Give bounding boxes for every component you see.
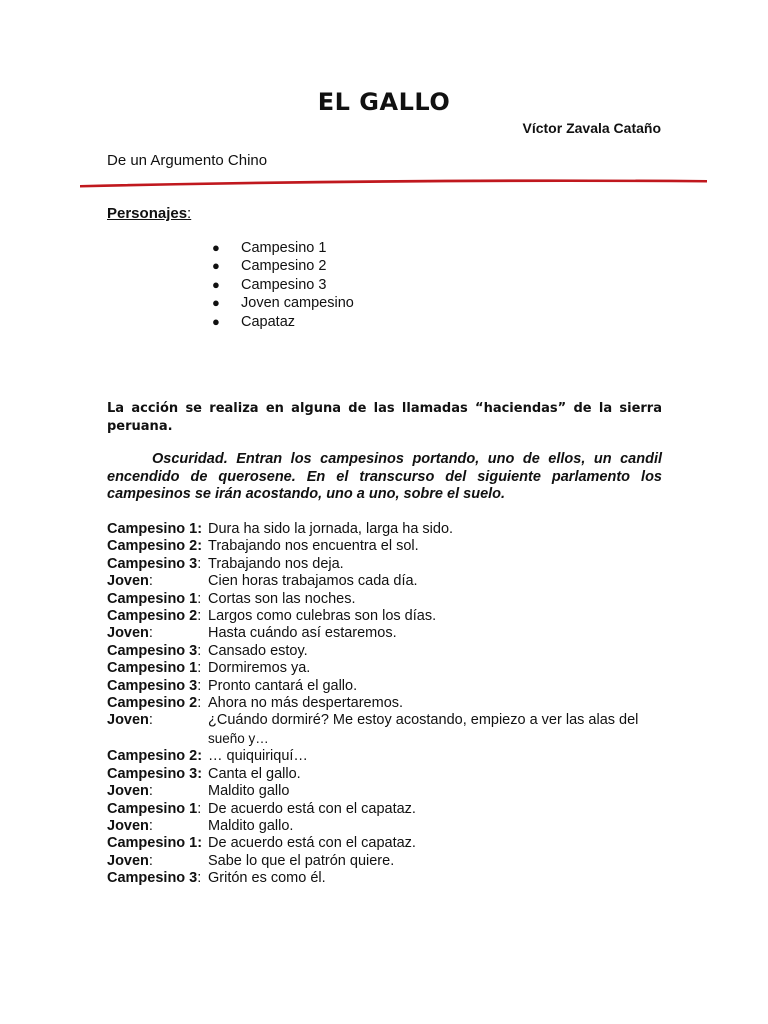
speaker-name xyxy=(107,835,202,852)
speaker-label: Campesino 3 xyxy=(107,555,198,572)
speaker-name xyxy=(107,695,201,712)
speaker-name xyxy=(107,591,201,608)
speech-text: Sabe lo que el patrón quiere. xyxy=(208,852,395,869)
list-item xyxy=(212,276,354,294)
speaker-name xyxy=(107,870,201,887)
speaker-colon: : xyxy=(197,870,202,887)
setting-paragraph: La acción se realiza en alguna de las llamadas “haciendas” de la sierra peruana. xyxy=(107,401,662,434)
character-name: Campesino 2 xyxy=(241,258,327,275)
bullet-icon: ● xyxy=(212,276,220,292)
characters-heading-colon: : xyxy=(187,205,192,222)
dialogue-block xyxy=(107,521,663,888)
speaker-name xyxy=(107,625,153,642)
speech-text: Hasta cuándo así estaremos. xyxy=(208,625,397,642)
speaker-label: Campesino 3 xyxy=(107,642,198,659)
dialogue-line xyxy=(107,521,663,538)
speaker-colon: : xyxy=(197,695,202,712)
speech-text: Largos como culebras son los días. xyxy=(208,608,437,625)
speaker-colon: : xyxy=(148,817,153,834)
speaker-colon: : xyxy=(197,660,202,677)
character-name: Campesino 3 xyxy=(241,276,327,293)
dialogue-line xyxy=(107,695,663,712)
speaker-label: Campesino 1: xyxy=(107,521,203,537)
speaker-label: Campesino 1 xyxy=(107,660,198,677)
speech-text: Pronto cantará el gallo. xyxy=(208,677,358,694)
dialogue-line xyxy=(107,660,663,677)
list-item xyxy=(212,313,354,331)
character-name: Joven campesino xyxy=(241,295,354,312)
speaker-label: Joven xyxy=(107,625,149,642)
dialogue-line xyxy=(107,783,663,800)
dialogue-line xyxy=(107,625,663,642)
speech-text: De acuerdo está con el capataz. xyxy=(208,835,416,852)
dialogue-line xyxy=(107,853,663,870)
speech-text: … quiquiriquí… xyxy=(208,748,308,765)
speaker-colon: : xyxy=(197,590,202,607)
dialogue-line xyxy=(107,870,663,887)
red-divider-rule xyxy=(80,176,707,190)
bullet-icon: ● xyxy=(212,313,220,329)
speaker-name xyxy=(107,608,201,625)
speaker-name xyxy=(107,538,202,555)
speaker-name xyxy=(107,573,153,590)
play-title xyxy=(0,88,768,116)
speaker-colon: : xyxy=(148,852,153,869)
speaker-label: Campesino 1 xyxy=(107,590,198,607)
speaker-colon: : xyxy=(197,555,202,572)
dialogue-line xyxy=(107,748,663,765)
speaker-label: Joven xyxy=(107,573,149,590)
speaker-label: Campesino 3 xyxy=(107,677,198,694)
bullet-icon: ● xyxy=(212,295,220,311)
dialogue-line xyxy=(107,556,663,573)
dialogue-line xyxy=(107,766,663,783)
speech-text-continued xyxy=(208,730,663,748)
bullet-icon: ● xyxy=(212,240,220,255)
character-name: Campesino 1 xyxy=(241,240,327,256)
speech-text: Cansado estoy. xyxy=(208,642,308,659)
speaker-colon: : xyxy=(197,800,202,817)
speech-text: ¿Cuándo dormiré? Me estoy acostando, empiezo a ver las alas del xyxy=(208,712,639,729)
list-item xyxy=(212,294,354,312)
speech-text: Cien horas trabajamos cada día. xyxy=(208,573,418,590)
speaker-name xyxy=(107,783,153,800)
speaker-name xyxy=(107,643,201,660)
speaker-label: Campesino 3: xyxy=(107,765,203,782)
speaker-label: Campesino 3 xyxy=(107,870,198,887)
list-item xyxy=(212,239,354,257)
speech-text: Gritón es como él. xyxy=(208,870,326,887)
speaker-name xyxy=(107,556,201,573)
speaker-colon: : xyxy=(148,712,153,729)
speech-text: Maldito gallo xyxy=(208,783,290,800)
speaker-colon: : xyxy=(148,573,153,590)
speaker-label: Campesino 2 xyxy=(107,695,198,712)
speaker-name xyxy=(107,766,202,783)
speaker-colon: : xyxy=(148,625,153,642)
dialogue-line xyxy=(107,818,663,835)
character-name: Capataz xyxy=(241,313,296,330)
speaker-label: Joven xyxy=(107,852,149,869)
characters-list xyxy=(212,239,354,331)
dialogue-line xyxy=(107,678,663,695)
speaker-label: Campesino 2: xyxy=(107,538,203,555)
dialogue-line xyxy=(107,573,663,590)
stage-direction: Oscuridad. Entran los campesinos portando, uno de ellos, un candil encendido de querosene. En el transcurso del siguiente parlamento los campesinos se irán acostando, uno a uno, sobre el suelo. xyxy=(107,451,662,502)
speaker-label: Joven xyxy=(107,817,149,834)
speech-text: Dormiremos ya. xyxy=(208,660,311,677)
subtitle: De un Argumento Chino xyxy=(107,152,268,169)
speech-text: De acuerdo está con el capataz. xyxy=(208,800,416,817)
speech-text: Maldito gallo. xyxy=(208,817,294,834)
speaker-label: Campesino 2: xyxy=(107,748,203,765)
play-title-text: EL GALLO xyxy=(317,88,451,116)
speech-text: Ahora no más despertaremos. xyxy=(208,695,404,712)
speaker-name xyxy=(107,678,201,695)
dialogue-line xyxy=(107,538,663,555)
speaker-label: Campesino 1 xyxy=(107,800,198,817)
speaker-label: Campesino 1: xyxy=(107,835,203,852)
dialogue-line xyxy=(107,835,663,852)
speaker-colon: : xyxy=(197,642,202,659)
speaker-name xyxy=(107,818,153,835)
characters-heading-label: Personajes xyxy=(107,205,188,222)
dialogue-line xyxy=(107,591,663,608)
characters-heading xyxy=(107,205,191,222)
dialogue-line xyxy=(107,643,663,660)
speaker-name xyxy=(107,521,202,538)
speaker-name xyxy=(107,801,201,818)
dialogue-line xyxy=(107,712,663,748)
dialogue-line xyxy=(107,608,663,625)
speaker-name xyxy=(107,748,202,765)
speech-text: Canta el gallo. xyxy=(208,765,301,782)
speaker-label: Joven xyxy=(107,712,149,729)
speech-text: Dura ha sido la jornada, larga ha sido. xyxy=(208,521,454,537)
speech-text: Trabajando nos encuentra el sol. xyxy=(208,538,419,555)
red-divider-stroke xyxy=(80,179,707,187)
speaker-name xyxy=(107,853,153,870)
speech-text: Cortas son las noches. xyxy=(208,590,356,607)
list-item xyxy=(212,257,354,275)
speaker-name xyxy=(107,712,153,729)
speaker-label: Joven xyxy=(107,783,149,800)
speaker-name xyxy=(107,660,201,677)
speech-text: Trabajando nos deja. xyxy=(208,555,344,572)
author-name: Víctor Zavala Cataño xyxy=(522,120,661,136)
speaker-colon: : xyxy=(148,783,153,800)
speaker-colon: : xyxy=(197,677,202,694)
speaker-colon: : xyxy=(197,608,202,625)
speaker-label: Campesino 2 xyxy=(107,608,198,625)
bullet-icon: ● xyxy=(212,258,220,274)
speech-text-continued-label: sueño y… xyxy=(208,730,269,746)
dialogue-line xyxy=(107,801,663,818)
